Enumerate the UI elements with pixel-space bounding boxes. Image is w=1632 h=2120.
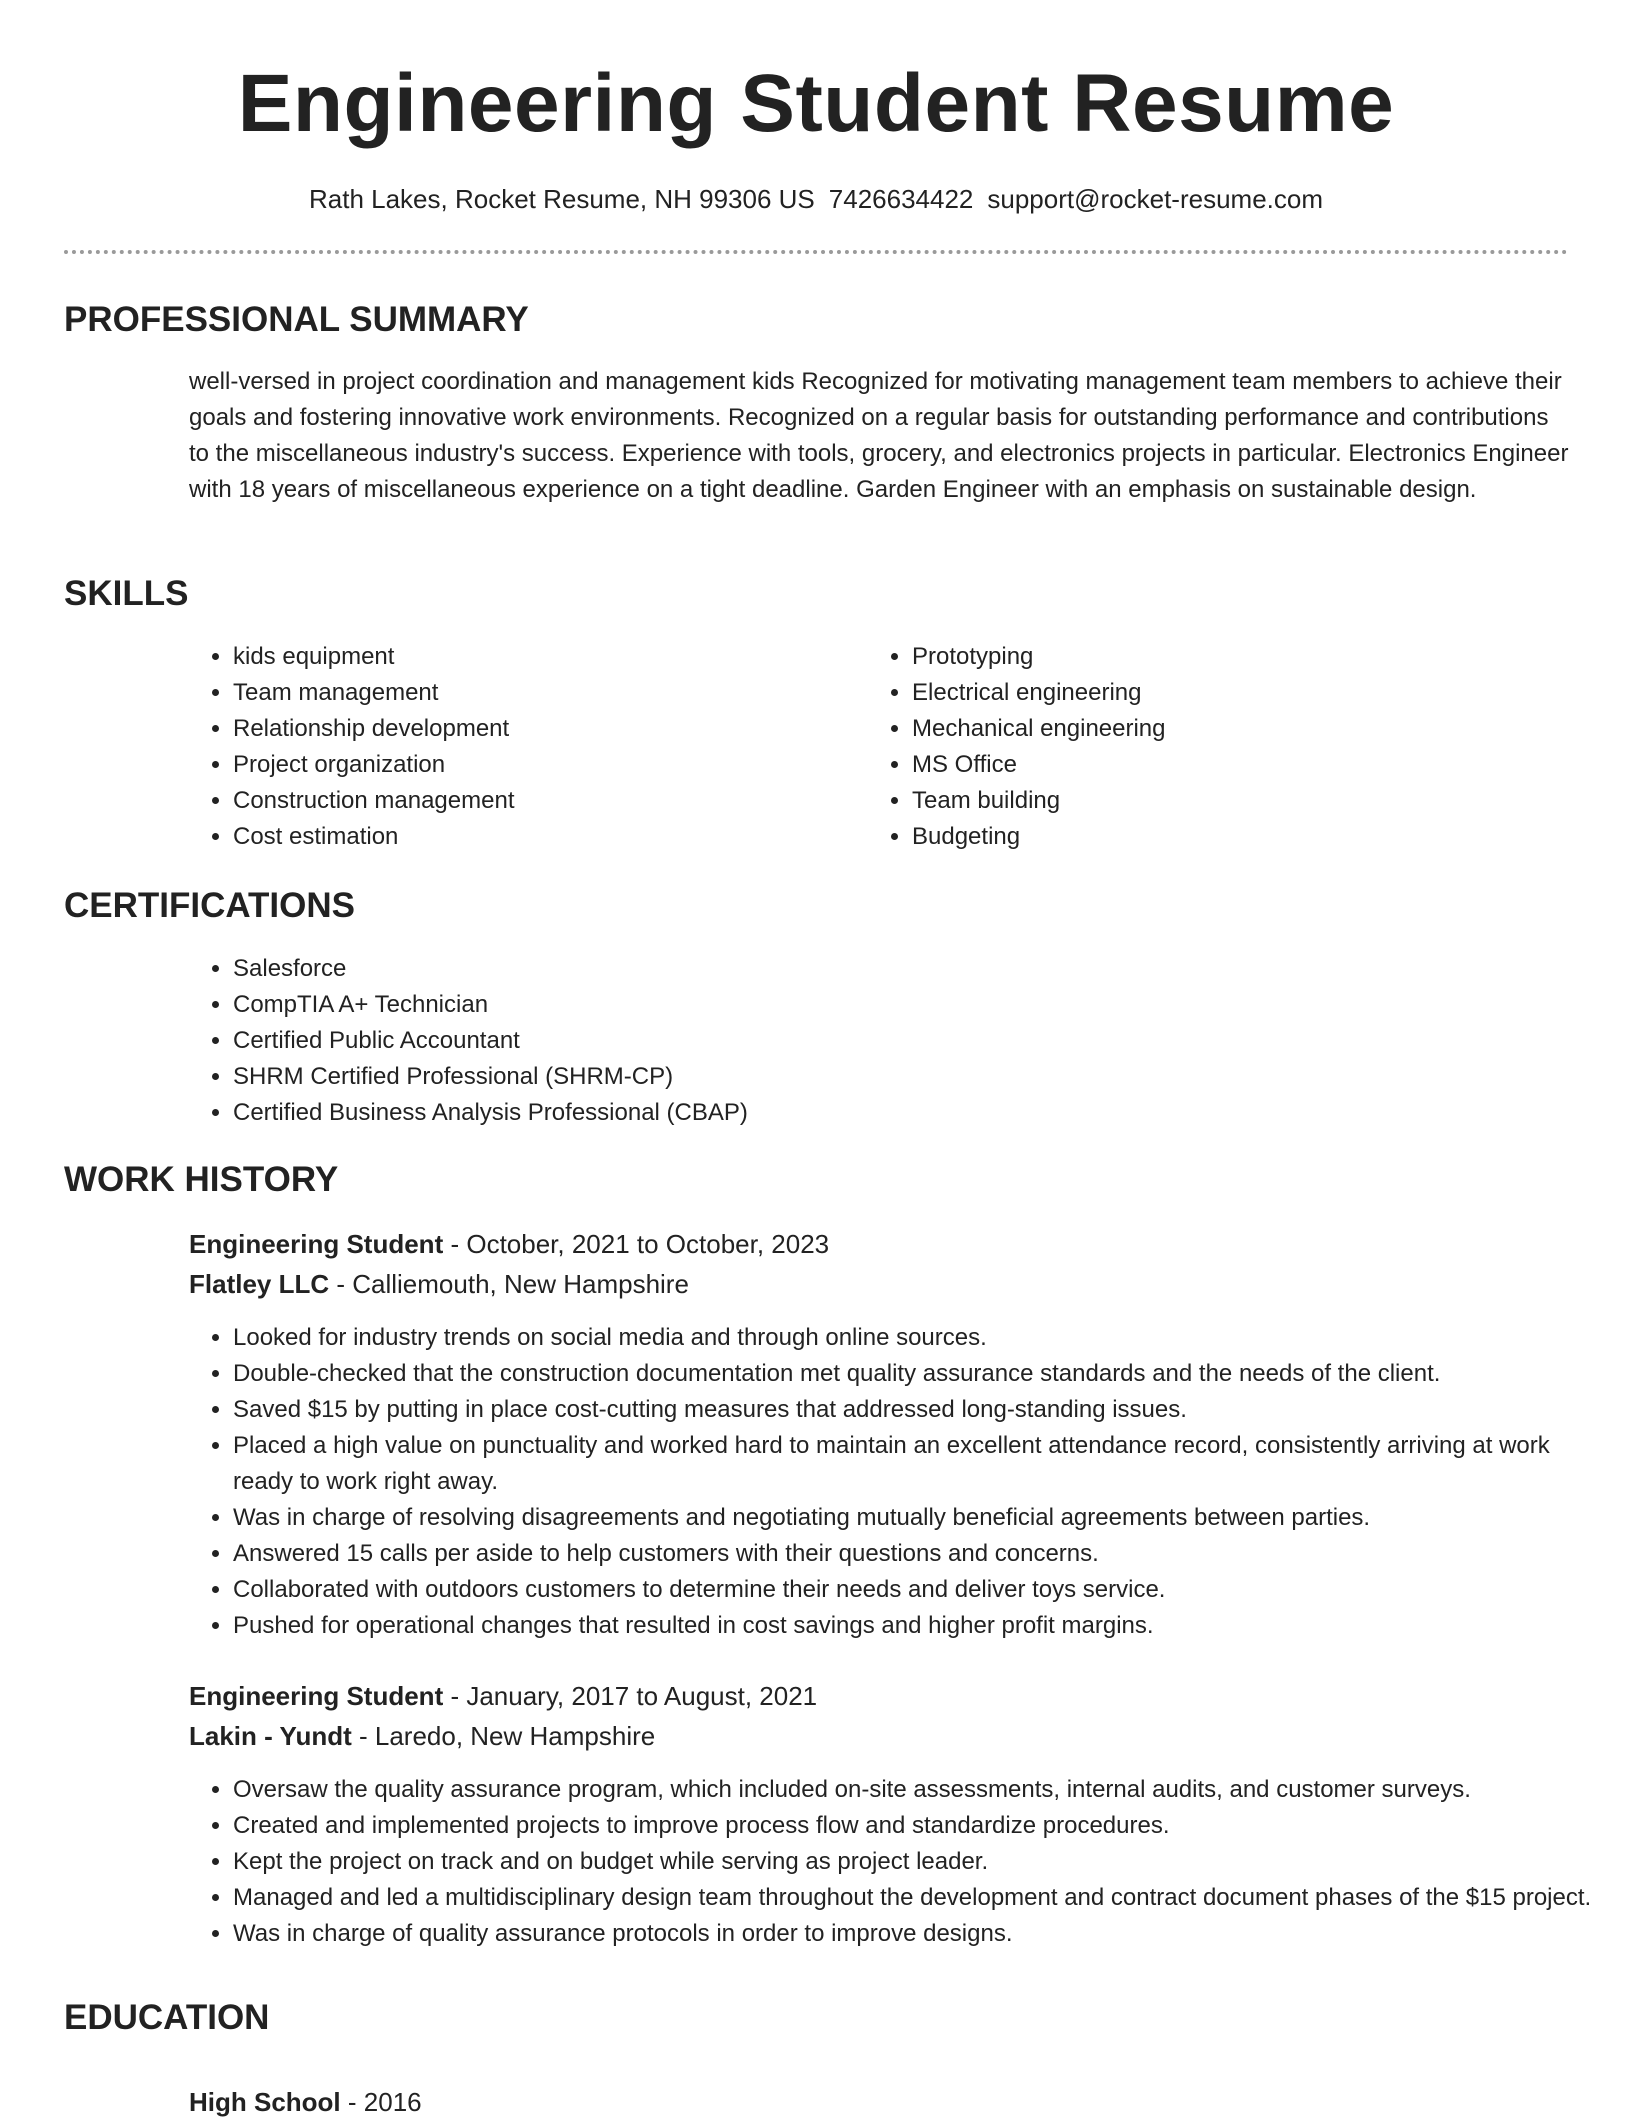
resume-title: Engineering Student Resume xyxy=(237,58,1395,149)
skills-list-right xyxy=(868,639,1552,855)
job-bullet: • Double-checked that the construction documentation met quality assurance standards and the needs of the client. xyxy=(233,1356,1613,1392)
skill-item: • Relationship development xyxy=(233,711,833,747)
job-title: Engineering Student xyxy=(189,1681,444,1711)
job-location: - Calliemouth, New Hampshire xyxy=(329,1269,689,1299)
job-bullet: • Oversaw the quality assurance program, which included on-site assessments, internal audits, and customer surveys. xyxy=(233,1772,1613,1808)
skill-item: • Team building xyxy=(912,783,1552,819)
work-history-heading: WORK HISTORY xyxy=(64,1160,339,1199)
job-company: Lakin - Yundt xyxy=(189,1721,352,1751)
job-company-line xyxy=(189,1718,655,1754)
job-location: - Laredo, New Hampshire xyxy=(351,1721,656,1751)
skill-item: • Project organization xyxy=(233,747,833,783)
certification-item: • Salesforce xyxy=(233,951,1533,987)
certification-item: • Certified Business Analysis Professional (CBAP) xyxy=(233,1095,1533,1131)
job-title-line xyxy=(189,1678,817,1714)
job-bullet: • Was in charge of resolving disagreements and negotiating mutually beneficial agreements between parties. xyxy=(233,1500,1613,1536)
job-bullet: • Created and implemented projects to improve process flow and standardize procedures. xyxy=(233,1808,1613,1844)
certification-item: • CompTIA A+ Technician xyxy=(233,987,1533,1023)
job-bullet: • Was in charge of quality assurance protocols in order to improve designs. xyxy=(233,1916,1613,1952)
job-title-line xyxy=(189,1226,829,1262)
job-bullets xyxy=(189,1320,1613,1644)
skill-item: • Prototyping xyxy=(912,639,1552,675)
job-bullet: • Looked for industry trends on social media and through online sources. xyxy=(233,1320,1613,1356)
job-bullets xyxy=(189,1772,1613,1952)
summary-text: well-versed in project coordination and management kids Recognized for motivating management team members to achieve their goals and fostering innovative work environments. Recognized on a regular basis for outstanding performance and contributions to the miscellaneous industry's success. Experience with tools, grocery, and electronics projects in particular. Electronics Engineer with 18 years of miscellaneous experience on a tight deadline. Garden Engineer with an emphasis on sustainable design. xyxy=(189,368,1569,503)
job-bullet: • Kept the project on track and on budget while serving as project leader. xyxy=(233,1844,1613,1880)
contact-address: Rath Lakes, Rocket Resume, NH 99306 US xyxy=(308,184,815,214)
certifications-list xyxy=(189,951,1533,1131)
job-title: Engineering Student xyxy=(189,1229,444,1259)
certification-item: • Certified Public Accountant xyxy=(233,1023,1533,1059)
job-bullet: • Collaborated with outdoors customers to determine their needs and deliver toys service. xyxy=(233,1572,1613,1608)
job-bullet: • Managed and led a multidisciplinary design team throughout the development and contract document phases of the $15 project. xyxy=(233,1880,1613,1916)
job-bullet: • Placed a high value on punctuality and worked hard to maintain an excellent attendance record, consistently arriving at work ready to work right away. xyxy=(233,1428,1613,1500)
skill-item: • Budgeting xyxy=(912,819,1552,855)
certification-item: • SHRM Certified Professional (SHRM-CP) xyxy=(233,1059,1533,1095)
job-bullet: • Answered 15 calls per aside to help customers with their questions and concerns. xyxy=(233,1536,1613,1572)
skill-item: • Mechanical engineering xyxy=(912,711,1552,747)
skill-item: • Construction management xyxy=(233,783,833,819)
job-dates: - January, 2017 to August, 2021 xyxy=(443,1681,818,1711)
skills-heading: SKILLS xyxy=(64,574,189,613)
education-year: - 2016 xyxy=(340,2087,422,2117)
skill-item: • Team management xyxy=(233,675,833,711)
certifications-heading: CERTIFICATIONS xyxy=(64,886,356,925)
job-bullet: • Pushed for operational changes that resulted in cost savings and higher profit margins. xyxy=(233,1608,1613,1644)
job-company-line xyxy=(189,1266,689,1302)
job-company: Flatley LLC xyxy=(189,1269,330,1299)
education-degree: High School xyxy=(189,2087,341,2117)
header-divider xyxy=(64,250,1568,254)
job-dates: - October, 2021 to October, 2023 xyxy=(443,1229,830,1259)
skill-item: • Electrical engineering xyxy=(912,675,1552,711)
contact-line xyxy=(0,182,1632,216)
contact-phone: 7426634422 xyxy=(828,184,974,214)
summary-heading: PROFESSIONAL SUMMARY xyxy=(64,300,529,339)
skill-item: • kids equipment xyxy=(233,639,833,675)
education-heading: EDUCATION xyxy=(64,1998,270,2037)
education-line xyxy=(189,2084,422,2120)
skills-list-left xyxy=(189,639,833,855)
job-bullet: • Saved $15 by putting in place cost-cutting measures that addressed long-standing issues. xyxy=(233,1392,1613,1428)
skill-item: • Cost estimation xyxy=(233,819,833,855)
contact-email[interactable]: support@rocket-resume.com xyxy=(987,184,1324,214)
skill-item: • MS Office xyxy=(912,747,1552,783)
